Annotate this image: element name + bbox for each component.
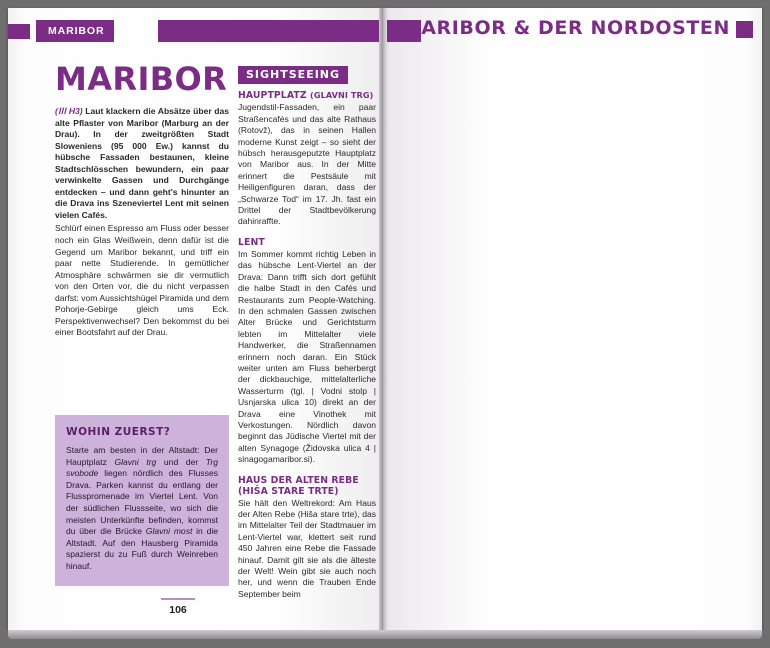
page-number: 106 [169, 604, 187, 616]
book-gutter [379, 8, 387, 632]
folio-rule [161, 598, 195, 600]
poi-body-lent: Im Sommer kommt richtig Leben in das hübsche Lent-Viertel an der Drava: Dann trifft sich dort gefühlt die halbe Stadt in den Cafés und Restaurants zum People-Watching. In den schmalen Gassen zwischen Alter Brücke und Gerichtsturm lebten im Mittelalter viele Handwerker, die Straßennamen erinnern noch daran. Ein Stück weiter unten am Fluss beherbergt der dickbauchige, mittelalterliche Wasserturm (tgl. | Vodni stolp | Usnjarska ulica 10) direkt an der Drava eine Vinothek mit Verkostungen. Nördlich davon beginnt das Jüdische Viertel mit der alten Synagoge (Židovska ulica 4 | sinagogamaribor.si). [238, 248, 376, 465]
poi-heading-main: HAUPTPLATZ [238, 90, 307, 102]
poi-body-haus-der-alten-rebe: Sie hält den Weltrekord: Am Haus der Alten Rebe (Hiša stare trte), das im Mittelalter Teil der Stadtmauer im Lent-Viertel war, klettert seit rund 450 Jahren eine Rebe die Fassade hinauf. Damit gilt sie als die älteste der Welt! Wein gibt sie auch noch her, und wenn die Trauben Ende September beim [238, 497, 376, 599]
column-intro [55, 106, 229, 339]
intro-paragraph-1 [55, 106, 229, 221]
wohin-italic-1: Glavni trg [114, 456, 157, 467]
wohin-text-1: Starte am besten in der Altstadt: Der Hauptplatz [66, 445, 218, 467]
header-right-endblock [736, 21, 753, 38]
wohin-italic-2: Trg svobode [66, 456, 218, 479]
poi-heading-sub: (HIŠA STARE TRTE) [238, 485, 339, 497]
poi-heading-hauptplatz [238, 90, 376, 101]
header-left-bar [158, 20, 382, 42]
left-page [8, 8, 382, 632]
map-reference: (ⅠⅠⅠ H3) [55, 106, 83, 116]
header-chapter-tab: MARIBOR [36, 20, 114, 42]
wohin-zuerst-box [55, 415, 229, 586]
header-left-block [8, 24, 30, 39]
poi-heading-haus-der-alten-rebe [238, 475, 376, 497]
wohin-text-4: in die Altstadt. Auf den Hausberg Piramida spazierst du zu Fuß durch Weinreben hinauf. [66, 526, 218, 571]
intro-paragraph-2: Schlürf einen Espresso am Fluss oder besser noch ein Glas Weißwein, denn dafür ist die Gegend um Maribor bekannt, und triff ein paar nette Studierende. In gemütlicher Atmosphäre schwärmen sie dir vermutlich von den Orten vor, die du nicht verpassen darfst: vom Aussichtshügel Piramida und dem Pohorje-Gebirge gleich ums Eck. Perspektivenwechsel? Den bekommst du bei einer Bootsfahrt auf der Drau. [55, 223, 229, 338]
wohin-italic-3: Glavni most [145, 526, 193, 537]
poi-heading-main: HAUS DER ALTEN REBE [238, 474, 359, 486]
folio-left [148, 598, 208, 616]
wohin-text-3: liegen nördlich des Flusses Drava. Parken kannst du entlang der Flusspromenade im Viertel Lent. Von der südlichen Flussseite, wo sich die meisten Unterkünfte befinden, kommst du über die Brücke [66, 468, 218, 537]
wohin-zuerst-title: WOHIN ZUERST? [66, 426, 171, 438]
page-title: MARIBOR [55, 60, 228, 98]
poi-body-hauptplatz: Jugendstil-Fassaden, ein paar Straßencafés und das alte Rathaus (Rotovž), das in seinen Hallen moderne Kunst zeigt – so sieht der hübsch herausgeputzte Hauptplatz von Maribor aus. In der Mitte erinnert die Pestsäule mit Heiligenfiguren daran, dass der „Schwarze Tod“ im 17. Jh. fast ein Drittel der Stadtbevölkerung dahinraffte. [238, 102, 376, 227]
sightseeing-badge: SIGHTSEEING [238, 66, 348, 84]
header-region-title: MARIBOR & DER NORDOSTEN [401, 17, 730, 39]
poi-heading-sub: (GLAVNI TRG) [310, 90, 374, 101]
poi-heading-lent [238, 237, 376, 248]
column-sightseeing [238, 66, 376, 600]
wohin-zuerst-body [66, 445, 218, 573]
right-page [385, 8, 762, 632]
wohin-text-2: und der [156, 456, 206, 467]
poi-heading-main: LENT [238, 236, 265, 248]
book-bottom-edge [0, 630, 770, 648]
intro-bold-text: Laut klackern die Absätze über das alte Pflaster von Maribor (Marburg an der Drau). In der zweitgrößten Stadt Sloweniens (95 000 Ew.) kannst du hübsche Fassaden bestaunen, kleine Stadtschlösschen bewundern, ein paar verwinkelte Gassen und Durchgänge entdecken – und dann geht's hinunter an die Drava ins Szeneviertel Lent mit seinen vielen Cafés. [55, 106, 229, 220]
